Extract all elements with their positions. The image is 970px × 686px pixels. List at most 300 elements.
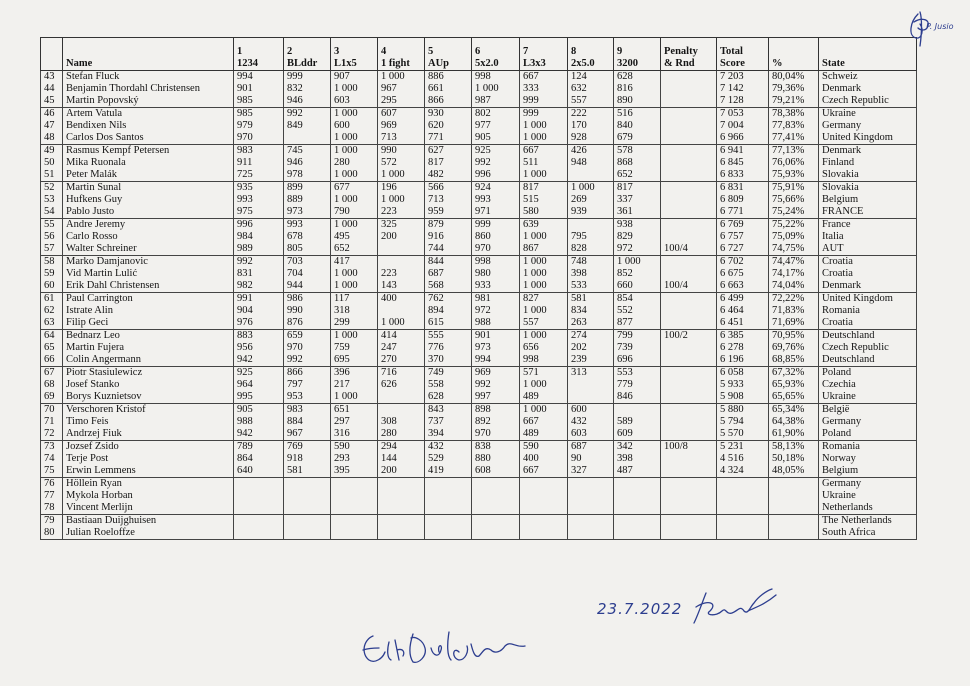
- cell-penalty: [661, 453, 717, 465]
- cell-state: Italia: [819, 231, 917, 243]
- cell-task-3: 652: [331, 243, 378, 256]
- cell-task-7: [520, 515, 568, 528]
- cell-total-score: 4 324: [717, 465, 769, 478]
- cell-rank: 56: [41, 231, 63, 243]
- cell-task-9: 609: [614, 428, 661, 441]
- cell-task-3: 651: [331, 404, 378, 417]
- cell-percent: 75,09%: [769, 231, 819, 243]
- table-row: [41, 428, 917, 441]
- cell-task-6: 905: [472, 132, 520, 145]
- cell-task-9: 816: [614, 83, 661, 95]
- cell-task-9: 628: [614, 71, 661, 84]
- cell-task-7: 667: [520, 416, 568, 428]
- cell-task-3: 297: [331, 416, 378, 428]
- cell-name: Martin Popovský: [63, 95, 234, 108]
- cell-total-score: 7 203: [717, 71, 769, 84]
- cell-task-8: [568, 391, 614, 404]
- cell-task-7: 489: [520, 391, 568, 404]
- cell-task-1: 985: [234, 108, 284, 121]
- cell-penalty: [661, 268, 717, 280]
- cell-task-6: 860: [472, 231, 520, 243]
- cell-percent: 77,41%: [769, 132, 819, 145]
- cell-task-3: 280: [331, 157, 378, 169]
- cell-task-6: 980: [472, 268, 520, 280]
- cell-task-7: 333: [520, 83, 568, 95]
- cell-task-5: [425, 490, 472, 502]
- cell-task-6: 998: [472, 256, 520, 269]
- cell-percent: 64,38%: [769, 416, 819, 428]
- cell-task-3: 293: [331, 453, 378, 465]
- cell-penalty: [661, 157, 717, 169]
- table-row: [41, 416, 917, 428]
- cell-total-score: 6 769: [717, 219, 769, 232]
- cell-name: Höllein Ryan: [63, 478, 234, 491]
- cell-penalty: [661, 404, 717, 417]
- cell-task-9: 852: [614, 268, 661, 280]
- cell-name: Andre Jeremy: [63, 219, 234, 232]
- cell-name: Erwin Lemmens: [63, 465, 234, 478]
- cell-task-9: 398: [614, 453, 661, 465]
- cell-task-4: 414: [378, 330, 425, 343]
- cell-task-4: 196: [378, 182, 425, 195]
- cell-task-5: 370: [425, 354, 472, 367]
- cell-total-score: 4 516: [717, 453, 769, 465]
- cell-task-8: [568, 169, 614, 182]
- cell-task-1: 976: [234, 317, 284, 330]
- cell-task-2: 849: [284, 120, 331, 132]
- cell-penalty: [661, 145, 717, 158]
- cell-task-8: 748: [568, 256, 614, 269]
- cell-rank: 63: [41, 317, 63, 330]
- cell-task-2: [284, 527, 331, 540]
- cell-task-3: 396: [331, 367, 378, 380]
- cell-task-7: 1 000: [520, 268, 568, 280]
- cell-task-2: 769: [284, 441, 331, 454]
- header-task-3: 3 L1x5: [331, 38, 378, 71]
- cell-task-4: [378, 404, 425, 417]
- cell-penalty: 100/4: [661, 280, 717, 293]
- cell-penalty: 100/8: [661, 441, 717, 454]
- cell-task-2: 866: [284, 367, 331, 380]
- header-task-8: 8 2x5.0: [568, 38, 614, 71]
- cell-task-6: 977: [472, 120, 520, 132]
- cell-percent: [769, 478, 819, 491]
- cell-task-8: [568, 490, 614, 502]
- cell-state: Denmark: [819, 145, 917, 158]
- cell-penalty: [661, 169, 717, 182]
- cell-task-4: 200: [378, 231, 425, 243]
- results-table: [40, 37, 917, 540]
- cell-total-score: 7 004: [717, 120, 769, 132]
- table-row: [41, 132, 917, 145]
- cell-task-5: 620: [425, 120, 472, 132]
- cell-task-3: 1 000: [331, 169, 378, 182]
- cell-task-5: 817: [425, 157, 472, 169]
- cell-rank: 50: [41, 157, 63, 169]
- cell-task-4: 223: [378, 206, 425, 219]
- cell-percent: 74,04%: [769, 280, 819, 293]
- cell-penalty: [661, 95, 717, 108]
- cell-task-1: 935: [234, 182, 284, 195]
- cell-task-8: 263: [568, 317, 614, 330]
- cell-state: FRANCE: [819, 206, 917, 219]
- cell-percent: 65,93%: [769, 379, 819, 391]
- cell-percent: 69,76%: [769, 342, 819, 354]
- cell-task-4: [378, 490, 425, 502]
- cell-task-7: 489: [520, 428, 568, 441]
- cell-task-1: 942: [234, 354, 284, 367]
- header-task-6: 6 5x2.0: [472, 38, 520, 71]
- cell-rank: 53: [41, 194, 63, 206]
- cell-task-3: [331, 527, 378, 540]
- cell-state: Croatia: [819, 256, 917, 269]
- cell-task-7: 1 000: [520, 330, 568, 343]
- cell-task-4: [378, 502, 425, 515]
- cell-task-6: 973: [472, 342, 520, 354]
- cell-task-9: [614, 490, 661, 502]
- cell-task-1: 956: [234, 342, 284, 354]
- cell-task-7: [520, 478, 568, 491]
- cell-task-2: 944: [284, 280, 331, 293]
- cell-task-5: [425, 515, 472, 528]
- cell-task-3: 600: [331, 120, 378, 132]
- cell-total-score: 6 966: [717, 132, 769, 145]
- cell-task-9: 868: [614, 157, 661, 169]
- cell-name: Benjamin Thordahl Christensen: [63, 83, 234, 95]
- cell-percent: 67,32%: [769, 367, 819, 380]
- cell-task-8: [568, 515, 614, 528]
- cell-state: Czech Republic: [819, 95, 917, 108]
- cell-task-3: [331, 490, 378, 502]
- cell-task-4: 247: [378, 342, 425, 354]
- cell-task-3: 759: [331, 342, 378, 354]
- cell-penalty: [661, 490, 717, 502]
- cell-percent: 48,05%: [769, 465, 819, 478]
- cell-task-6: 993: [472, 194, 520, 206]
- cell-task-1: 964: [234, 379, 284, 391]
- cell-total-score: 5 908: [717, 391, 769, 404]
- cell-task-1: 904: [234, 305, 284, 317]
- cell-percent: 80,04%: [769, 71, 819, 84]
- cell-name: Mika Ruonala: [63, 157, 234, 169]
- table-row: [41, 293, 917, 306]
- cell-task-8: 170: [568, 120, 614, 132]
- cell-task-6: 925: [472, 145, 520, 158]
- cell-percent: 77,13%: [769, 145, 819, 158]
- cell-penalty: [661, 317, 717, 330]
- cell-task-5: 744: [425, 243, 472, 256]
- cell-task-4: 1 000: [378, 194, 425, 206]
- cell-task-9: 679: [614, 132, 661, 145]
- cell-task-2: [284, 515, 331, 528]
- cell-percent: 58,13%: [769, 441, 819, 454]
- cell-name: Peter Malák: [63, 169, 234, 182]
- cell-task-4: 308: [378, 416, 425, 428]
- cell-total-score: [717, 478, 769, 491]
- cell-task-8: 222: [568, 108, 614, 121]
- cell-task-2: [284, 502, 331, 515]
- table-row: [41, 317, 917, 330]
- cell-task-7: 1 000: [520, 280, 568, 293]
- cell-state: Deutschland: [819, 330, 917, 343]
- cell-task-1: 925: [234, 367, 284, 380]
- header-task-2: 2 BLddr: [284, 38, 331, 71]
- cell-task-4: 400: [378, 293, 425, 306]
- cell-task-8: 834: [568, 305, 614, 317]
- cell-task-6: 999: [472, 219, 520, 232]
- cell-total-score: 6 451: [717, 317, 769, 330]
- cell-task-1: 985: [234, 95, 284, 108]
- cell-state: Ukraine: [819, 108, 917, 121]
- header-task-4: 4 1 fight: [378, 38, 425, 71]
- cell-total-score: 6 845: [717, 157, 769, 169]
- cell-task-6: 802: [472, 108, 520, 121]
- cell-task-2: 970: [284, 342, 331, 354]
- cell-task-1: 970: [234, 132, 284, 145]
- cell-task-5: 615: [425, 317, 472, 330]
- header-task-1: 1 1234: [234, 38, 284, 71]
- header-rank: [41, 38, 63, 71]
- cell-task-9: [614, 404, 661, 417]
- cell-total-score: 5 794: [717, 416, 769, 428]
- header-task-9: 9 3200: [614, 38, 661, 71]
- cell-task-3: 299: [331, 317, 378, 330]
- cell-percent: 68,85%: [769, 354, 819, 367]
- cell-task-2: 889: [284, 194, 331, 206]
- cell-penalty: [661, 354, 717, 367]
- cell-name: Timo Feis: [63, 416, 234, 428]
- cell-task-8: [568, 219, 614, 232]
- cell-task-1: [234, 527, 284, 540]
- cell-rank: 75: [41, 465, 63, 478]
- cell-task-5: 930: [425, 108, 472, 121]
- cell-penalty: [661, 194, 717, 206]
- cell-task-8: 632: [568, 83, 614, 95]
- cell-task-2: 999: [284, 71, 331, 84]
- cell-task-4: 144: [378, 453, 425, 465]
- cell-task-6: 992: [472, 379, 520, 391]
- cell-task-8: 600: [568, 404, 614, 417]
- cell-percent: [769, 490, 819, 502]
- cell-name: Paul Carrington: [63, 293, 234, 306]
- cell-task-5: 713: [425, 194, 472, 206]
- cell-task-4: 969: [378, 120, 425, 132]
- cell-percent: 71,83%: [769, 305, 819, 317]
- cell-task-2: 973: [284, 206, 331, 219]
- cell-state: AUT: [819, 243, 917, 256]
- table-row: [41, 391, 917, 404]
- cell-task-4: 1 000: [378, 71, 425, 84]
- cell-penalty: [661, 132, 717, 145]
- cell-task-8: 202: [568, 342, 614, 354]
- cell-task-2: 990: [284, 305, 331, 317]
- cell-name: Hufkens Guy: [63, 194, 234, 206]
- cell-state: United Kingdom: [819, 293, 917, 306]
- cell-task-5: 555: [425, 330, 472, 343]
- cell-task-7: 557: [520, 317, 568, 330]
- cell-task-8: 581: [568, 293, 614, 306]
- cell-task-4: 270: [378, 354, 425, 367]
- cell-task-2: 884: [284, 416, 331, 428]
- cell-name: Bastiaan Duijghuisen: [63, 515, 234, 528]
- cell-task-9: 938: [614, 219, 661, 232]
- cell-task-8: 1 000: [568, 182, 614, 195]
- cell-task-9: 799: [614, 330, 661, 343]
- cell-task-5: 737: [425, 416, 472, 428]
- cell-task-5: 482: [425, 169, 472, 182]
- cell-task-2: 986: [284, 293, 331, 306]
- cell-task-8: 269: [568, 194, 614, 206]
- cell-total-score: 6 702: [717, 256, 769, 269]
- cell-task-5: 568: [425, 280, 472, 293]
- cell-percent: 75,66%: [769, 194, 819, 206]
- cell-percent: 50,18%: [769, 453, 819, 465]
- table-row: [41, 95, 917, 108]
- cell-task-6: 998: [472, 71, 520, 84]
- cell-name: Stefan Fluck: [63, 71, 234, 84]
- table-row: [41, 194, 917, 206]
- cell-state: Denmark: [819, 280, 917, 293]
- cell-task-2: 703: [284, 256, 331, 269]
- cell-name: Martin Fujera: [63, 342, 234, 354]
- cell-task-3: [331, 515, 378, 528]
- cell-rank: 77: [41, 490, 63, 502]
- cell-task-8: 533: [568, 280, 614, 293]
- cell-task-7: 827: [520, 293, 568, 306]
- cell-task-3: 1 000: [331, 391, 378, 404]
- cell-task-6: 608: [472, 465, 520, 478]
- cell-rank: 45: [41, 95, 63, 108]
- cell-task-9: 972: [614, 243, 661, 256]
- cell-task-1: 994: [234, 71, 284, 84]
- cell-rank: 59: [41, 268, 63, 280]
- cell-rank: 55: [41, 219, 63, 232]
- cell-state: Romania: [819, 441, 917, 454]
- cell-rank: 44: [41, 83, 63, 95]
- cell-task-5: [425, 478, 472, 491]
- table-header-row: [41, 38, 917, 71]
- cell-task-9: 578: [614, 145, 661, 158]
- cell-task-6: 901: [472, 330, 520, 343]
- cell-task-7: 817: [520, 182, 568, 195]
- cell-task-9: 660: [614, 280, 661, 293]
- cell-task-1: 989: [234, 243, 284, 256]
- cell-task-3: 1 000: [331, 108, 378, 121]
- cell-state: Czechia: [819, 379, 917, 391]
- cell-rank: 47: [41, 120, 63, 132]
- cell-name: Carlo Rosso: [63, 231, 234, 243]
- cell-penalty: [661, 416, 717, 428]
- cell-total-score: 5 880: [717, 404, 769, 417]
- cell-task-8: 90: [568, 453, 614, 465]
- cell-penalty: [661, 71, 717, 84]
- cell-task-4: 607: [378, 108, 425, 121]
- cell-task-9: 817: [614, 182, 661, 195]
- cell-percent: [769, 515, 819, 528]
- cell-total-score: 5 933: [717, 379, 769, 391]
- results-body: [41, 71, 917, 540]
- cell-task-3: 1 000: [331, 145, 378, 158]
- cell-task-3: [331, 502, 378, 515]
- cell-task-6: 1 000: [472, 83, 520, 95]
- cell-state: Norway: [819, 453, 917, 465]
- cell-task-4: [378, 515, 425, 528]
- cell-task-8: 687: [568, 441, 614, 454]
- cell-task-9: [614, 478, 661, 491]
- cell-state: South Africa: [819, 527, 917, 540]
- table-row: [41, 453, 917, 465]
- cell-state: Poland: [819, 367, 917, 380]
- cell-task-9: 589: [614, 416, 661, 428]
- cell-task-3: 318: [331, 305, 378, 317]
- cell-total-score: 6 833: [717, 169, 769, 182]
- cell-task-2: 659: [284, 330, 331, 343]
- cell-penalty: [661, 182, 717, 195]
- cell-total-score: [717, 490, 769, 502]
- table-row: [41, 145, 917, 158]
- cell-task-2: [284, 132, 331, 145]
- cell-task-3: 695: [331, 354, 378, 367]
- header-total-score: Total Score: [717, 38, 769, 71]
- cell-task-3: 1 000: [331, 83, 378, 95]
- cell-task-3: 1 000: [331, 219, 378, 232]
- cell-total-score: 6 058: [717, 367, 769, 380]
- cell-penalty: [661, 206, 717, 219]
- cell-name: Vincent Merlijn: [63, 502, 234, 515]
- cell-task-3: 417: [331, 256, 378, 269]
- cell-rank: 49: [41, 145, 63, 158]
- cell-task-4: 295: [378, 95, 425, 108]
- cell-name: Bendixen Nils: [63, 120, 234, 132]
- cell-task-5: 749: [425, 367, 472, 380]
- cell-task-1: 789: [234, 441, 284, 454]
- table-row: [41, 404, 917, 417]
- cell-penalty: [661, 293, 717, 306]
- cell-task-4: [378, 478, 425, 491]
- cell-task-7: 511: [520, 157, 568, 169]
- cell-task-3: 395: [331, 465, 378, 478]
- cell-task-2: [284, 478, 331, 491]
- cell-rank: 64: [41, 330, 63, 343]
- cell-task-1: 905: [234, 404, 284, 417]
- cell-total-score: 6 385: [717, 330, 769, 343]
- cell-name: Pablo Justo: [63, 206, 234, 219]
- cell-name: Carlos Dos Santos: [63, 132, 234, 145]
- cell-total-score: 6 499: [717, 293, 769, 306]
- cell-task-4: [378, 305, 425, 317]
- cell-state: Germany: [819, 416, 917, 428]
- cell-percent: 75,22%: [769, 219, 819, 232]
- cell-penalty: [661, 428, 717, 441]
- cell-task-9: 342: [614, 441, 661, 454]
- cell-task-5: 627: [425, 145, 472, 158]
- cell-rank: 54: [41, 206, 63, 219]
- cell-penalty: [661, 465, 717, 478]
- cell-percent: [769, 527, 819, 540]
- cell-state: Deutschland: [819, 354, 917, 367]
- cell-rank: 62: [41, 305, 63, 317]
- header-percent: %: [769, 38, 819, 71]
- cell-penalty: 100/2: [661, 330, 717, 343]
- cell-task-9: 854: [614, 293, 661, 306]
- cell-task-8: [568, 478, 614, 491]
- cell-task-6: 970: [472, 428, 520, 441]
- cell-task-8: 939: [568, 206, 614, 219]
- cell-percent: 65,34%: [769, 404, 819, 417]
- cell-penalty: [661, 342, 717, 354]
- cell-penalty: [661, 231, 717, 243]
- cell-task-7: [520, 527, 568, 540]
